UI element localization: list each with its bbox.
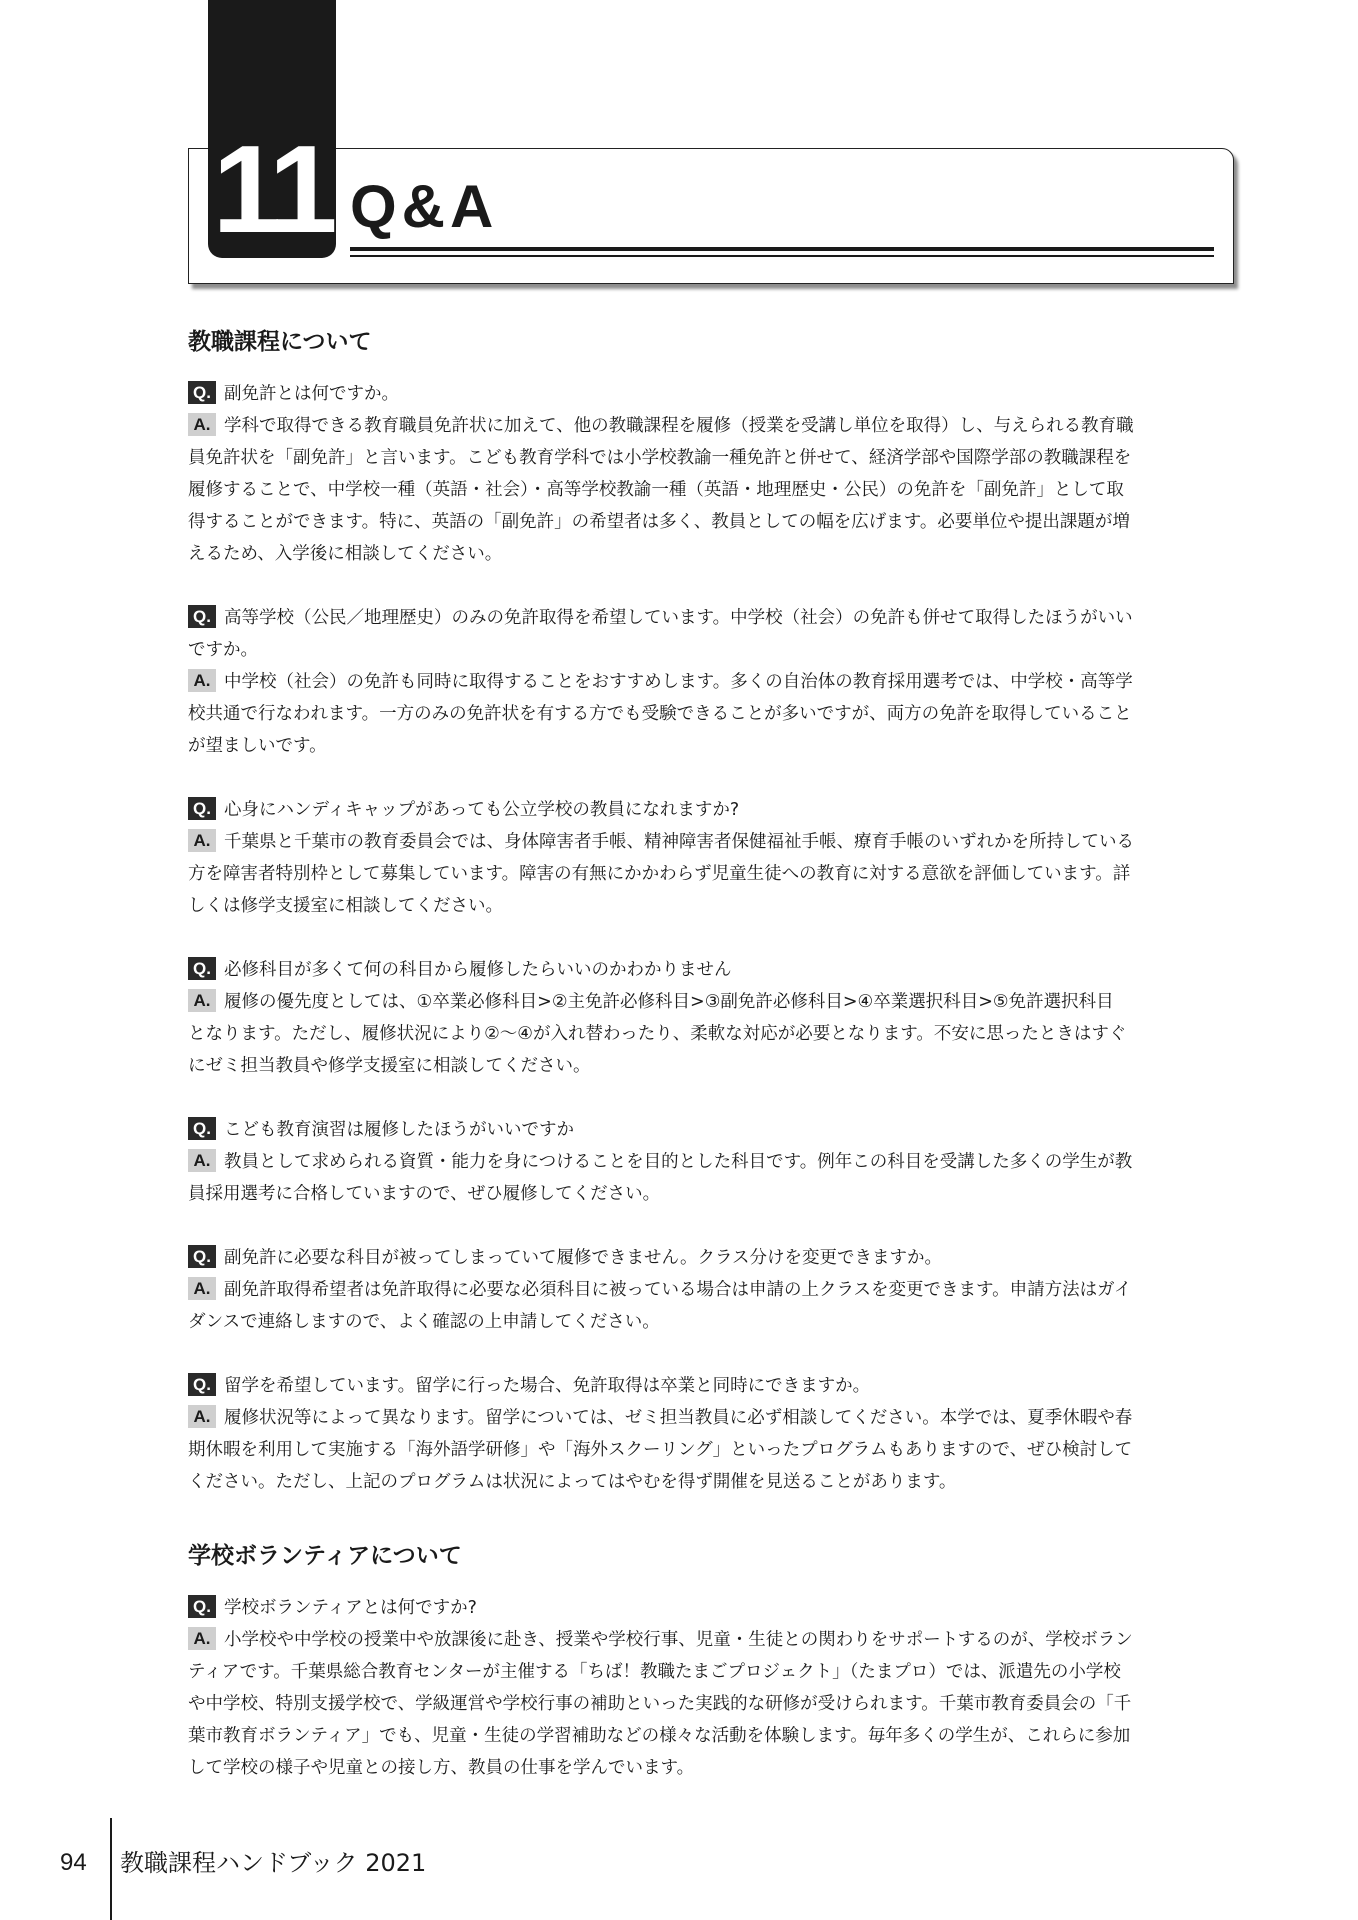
section-heading: 学校ボランティアについて xyxy=(188,1543,462,1569)
answer-text: して学校の様子や児童との接し方、教員の仕事を学んでいます。 xyxy=(188,1758,695,1778)
answer-line xyxy=(188,474,1238,506)
answer-badge: A. xyxy=(188,1277,216,1300)
answer-text: ください。ただし、上記のプログラムは状況によってはやむを得ず開催を見送ることがあります。 xyxy=(188,1472,957,1492)
answer-badge: A. xyxy=(188,669,216,692)
question-text: ですか。 xyxy=(188,640,258,660)
answer-text: 副免許取得希望者は免許取得に必要な必須科目に被っている場合は申請の上クラスを変更できます。申請方法はガイ xyxy=(224,1280,1132,1300)
answer-text: にゼミ担当教員や修学支援室に相談してください。 xyxy=(188,1056,591,1076)
answer-text: 中学校（社会）の免許も同時に取得することをおすすめします。多くの自治体の教育採用選考では、中学校・高等学 xyxy=(224,672,1133,692)
answer-badge: A. xyxy=(188,413,216,436)
answer-text: しくは修学支援室に相談してください。 xyxy=(188,896,503,916)
answer-text: 方を障害者特別枠として募集しています。障害の有無にかかわらず児童生徒への教育に対する意欲を評価しています。詳 xyxy=(188,864,1131,884)
qa-item xyxy=(188,1370,1238,1498)
answer-badge: A. xyxy=(188,989,216,1012)
answer-text: 得することができます。特に、英語の「副免許」の希望者は多く、教員としての幅を広げます。必要単位や提出課題が増 xyxy=(188,512,1130,532)
answer-line xyxy=(188,1752,1238,1784)
answer-text: が望ましいです。 xyxy=(188,736,327,756)
answer-line xyxy=(188,986,1238,1018)
question-line xyxy=(188,1114,1238,1146)
question-line xyxy=(188,602,1238,634)
answer-line xyxy=(188,1274,1238,1306)
qa-item xyxy=(188,1242,1238,1338)
answer-line xyxy=(188,1306,1238,1338)
question-badge: Q. xyxy=(188,797,216,820)
answer-text: 小学校や中学校の授業中や放課後に赴き、授業や学校行事、児童・生徒との関わりをサポートするのが、学校ボラン xyxy=(224,1630,1133,1650)
answer-line xyxy=(188,858,1238,890)
answer-line xyxy=(188,890,1238,922)
answer-text: 履修の優先度としては、①卒業必修科目>②主免許必修科目>③副免許必修科目>④卒業選択科目>⑤免許選択科目 xyxy=(224,992,1114,1012)
question-line xyxy=(188,634,1238,666)
answer-text: ダンスで連絡しますので、よく確認の上申請してください。 xyxy=(188,1312,660,1332)
answer-line xyxy=(188,1178,1238,1210)
answer-text: や中学校、特別支援学校で、学級運営や学校行事の補助といった実践的な研修が受けられます。千葉市教育委員会の「千 xyxy=(188,1694,1132,1714)
answer-text: 員免許状を「副免許」と言います。こども教育学科では小学校教諭一種免許と併せて、経済学部や国際学部の教職課程を xyxy=(188,448,1132,468)
chapter-title-box xyxy=(188,148,1234,284)
qa-item xyxy=(188,794,1238,922)
question-text: 必修科目が多くて何の科目から履修したらいいのかわかりません xyxy=(224,960,732,980)
question-badge: Q. xyxy=(188,957,216,980)
qa-item xyxy=(188,1114,1238,1210)
answer-line xyxy=(188,1466,1238,1498)
question-line xyxy=(188,1592,1238,1624)
question-line xyxy=(188,378,1238,410)
question-badge: Q. xyxy=(188,1373,216,1396)
question-line xyxy=(188,794,1238,826)
qa-item xyxy=(188,378,1238,570)
answer-text: 千葉県と千葉市の教育委員会では、身体障害者手帳、精神障害者保健福祉手帳、療育手帳のいずれかを所持している xyxy=(224,832,1134,852)
answer-line xyxy=(188,1688,1238,1720)
answer-line xyxy=(188,1656,1238,1688)
question-badge: Q. xyxy=(188,605,216,628)
answer-text: 葉市教育ボランティア」でも、児童・生徒の学習補助などの様々な活動を体験します。毎年多くの学生が、これらに参加 xyxy=(188,1726,1131,1746)
answer-line xyxy=(188,1050,1238,1082)
chapter-number: 11 xyxy=(212,121,332,259)
answer-text: となります。ただし、履修状況により②〜④が入れ替わったり、柔軟な対応が必要となります。不安に思ったときはすぐ xyxy=(188,1024,1127,1044)
answer-text: 履修することで、中学校一種（英語・社会）・高等学校教諭一種（英語・地理歴史・公民）の免許を「副免許」として取 xyxy=(188,480,1124,500)
section-gap xyxy=(188,1530,1238,1540)
qa-item xyxy=(188,1592,1238,1784)
question-line xyxy=(188,1242,1238,1274)
answer-text: 期休暇を利用して実施する「海外語学研修」や「海外スクーリング」といったプログラムもありますので、ぜひ検討して xyxy=(188,1440,1133,1460)
question-text: 心身にハンディキャップがあっても公立学校の教員になれますか? xyxy=(224,800,740,820)
answer-line xyxy=(188,666,1238,698)
question-text: 学校ボランティアとは何ですか? xyxy=(224,1598,477,1618)
answer-text: 学科で取得できる教育職員免許状に加えて、他の教職課程を履修（授業を受講し単位を取得）し、与えられる教育職 xyxy=(224,416,1134,436)
answer-text: 員採用選考に合格していますので、ぜひ履修してください。 xyxy=(188,1184,661,1204)
answer-line xyxy=(188,1624,1238,1656)
question-badge: Q. xyxy=(188,381,216,404)
answer-line xyxy=(188,730,1238,762)
title-rule-thick xyxy=(350,247,1214,251)
title-rule-thin xyxy=(350,255,1214,257)
section-heading: 教職課程について xyxy=(188,329,372,355)
answer-badge: A. xyxy=(188,829,216,852)
question-text: こども教育演習は履修したほうがいいですか xyxy=(224,1120,574,1140)
question-badge: Q. xyxy=(188,1117,216,1140)
answer-line xyxy=(188,826,1238,858)
answer-text: 履修状況等によって異なります。留学については、ゼミ担当教員に必ず相談してください。本学では、夏季休暇や春 xyxy=(224,1408,1133,1428)
question-text: 副免許とは何ですか。 xyxy=(224,384,399,404)
answer-line xyxy=(188,538,1238,570)
answer-badge: A. xyxy=(188,1149,216,1172)
answer-text: ティアです。千葉県総合教育センターが主催する「ちば！教職たまごプロジェクト」（たまプロ）では、派遣先の小学校 xyxy=(188,1662,1121,1682)
answer-badge: A. xyxy=(188,1627,216,1650)
qa-item xyxy=(188,954,1238,1082)
answer-badge: A. xyxy=(188,1405,216,1428)
question-line xyxy=(188,954,1238,986)
answer-line xyxy=(188,410,1238,442)
question-badge: Q. xyxy=(188,1595,216,1618)
answer-line xyxy=(188,442,1238,474)
answer-line xyxy=(188,506,1238,538)
answer-text: 校共通で行なわれます。一方のみの免許状を有する方でも受験できることが多いですが、両方の免許を取得していること xyxy=(188,704,1132,724)
answer-line xyxy=(188,1146,1238,1178)
question-text: 留学を希望しています。留学に行った場合、免許取得は卒業と同時にできますか。 xyxy=(224,1376,871,1396)
answer-line xyxy=(188,1434,1238,1466)
page-number: 94 xyxy=(60,1849,87,1876)
answer-text: 教員として求められる資質・能力を身につけることを目的とした科目です。例年この科目を受講した多くの学生が教 xyxy=(224,1152,1133,1172)
answer-line xyxy=(188,1720,1238,1752)
question-line xyxy=(188,1370,1238,1402)
question-text: 高等学校（公民／地理歴史）のみの免許取得を希望しています。中学校（社会）の免許も併せて取得したほうがいい xyxy=(224,608,1133,628)
answer-line xyxy=(188,1018,1238,1050)
chapter-title: Q&A xyxy=(350,173,499,240)
book-title: 教職課程ハンドブック 2021 xyxy=(120,1849,427,1877)
qa-item xyxy=(188,602,1238,762)
answer-line xyxy=(188,698,1238,730)
footer-divider xyxy=(110,1818,112,1920)
qa-section xyxy=(188,326,1238,1498)
page-content xyxy=(188,326,1238,1816)
question-text: 副免許に必要な科目が被ってしまっていて履修できません。クラス分けを変更できますか。 xyxy=(224,1248,943,1268)
answer-text: えるため、入学後に相談してください。 xyxy=(188,544,503,564)
answer-line xyxy=(188,1402,1238,1434)
qa-section xyxy=(188,1540,1238,1784)
question-badge: Q. xyxy=(188,1245,216,1268)
